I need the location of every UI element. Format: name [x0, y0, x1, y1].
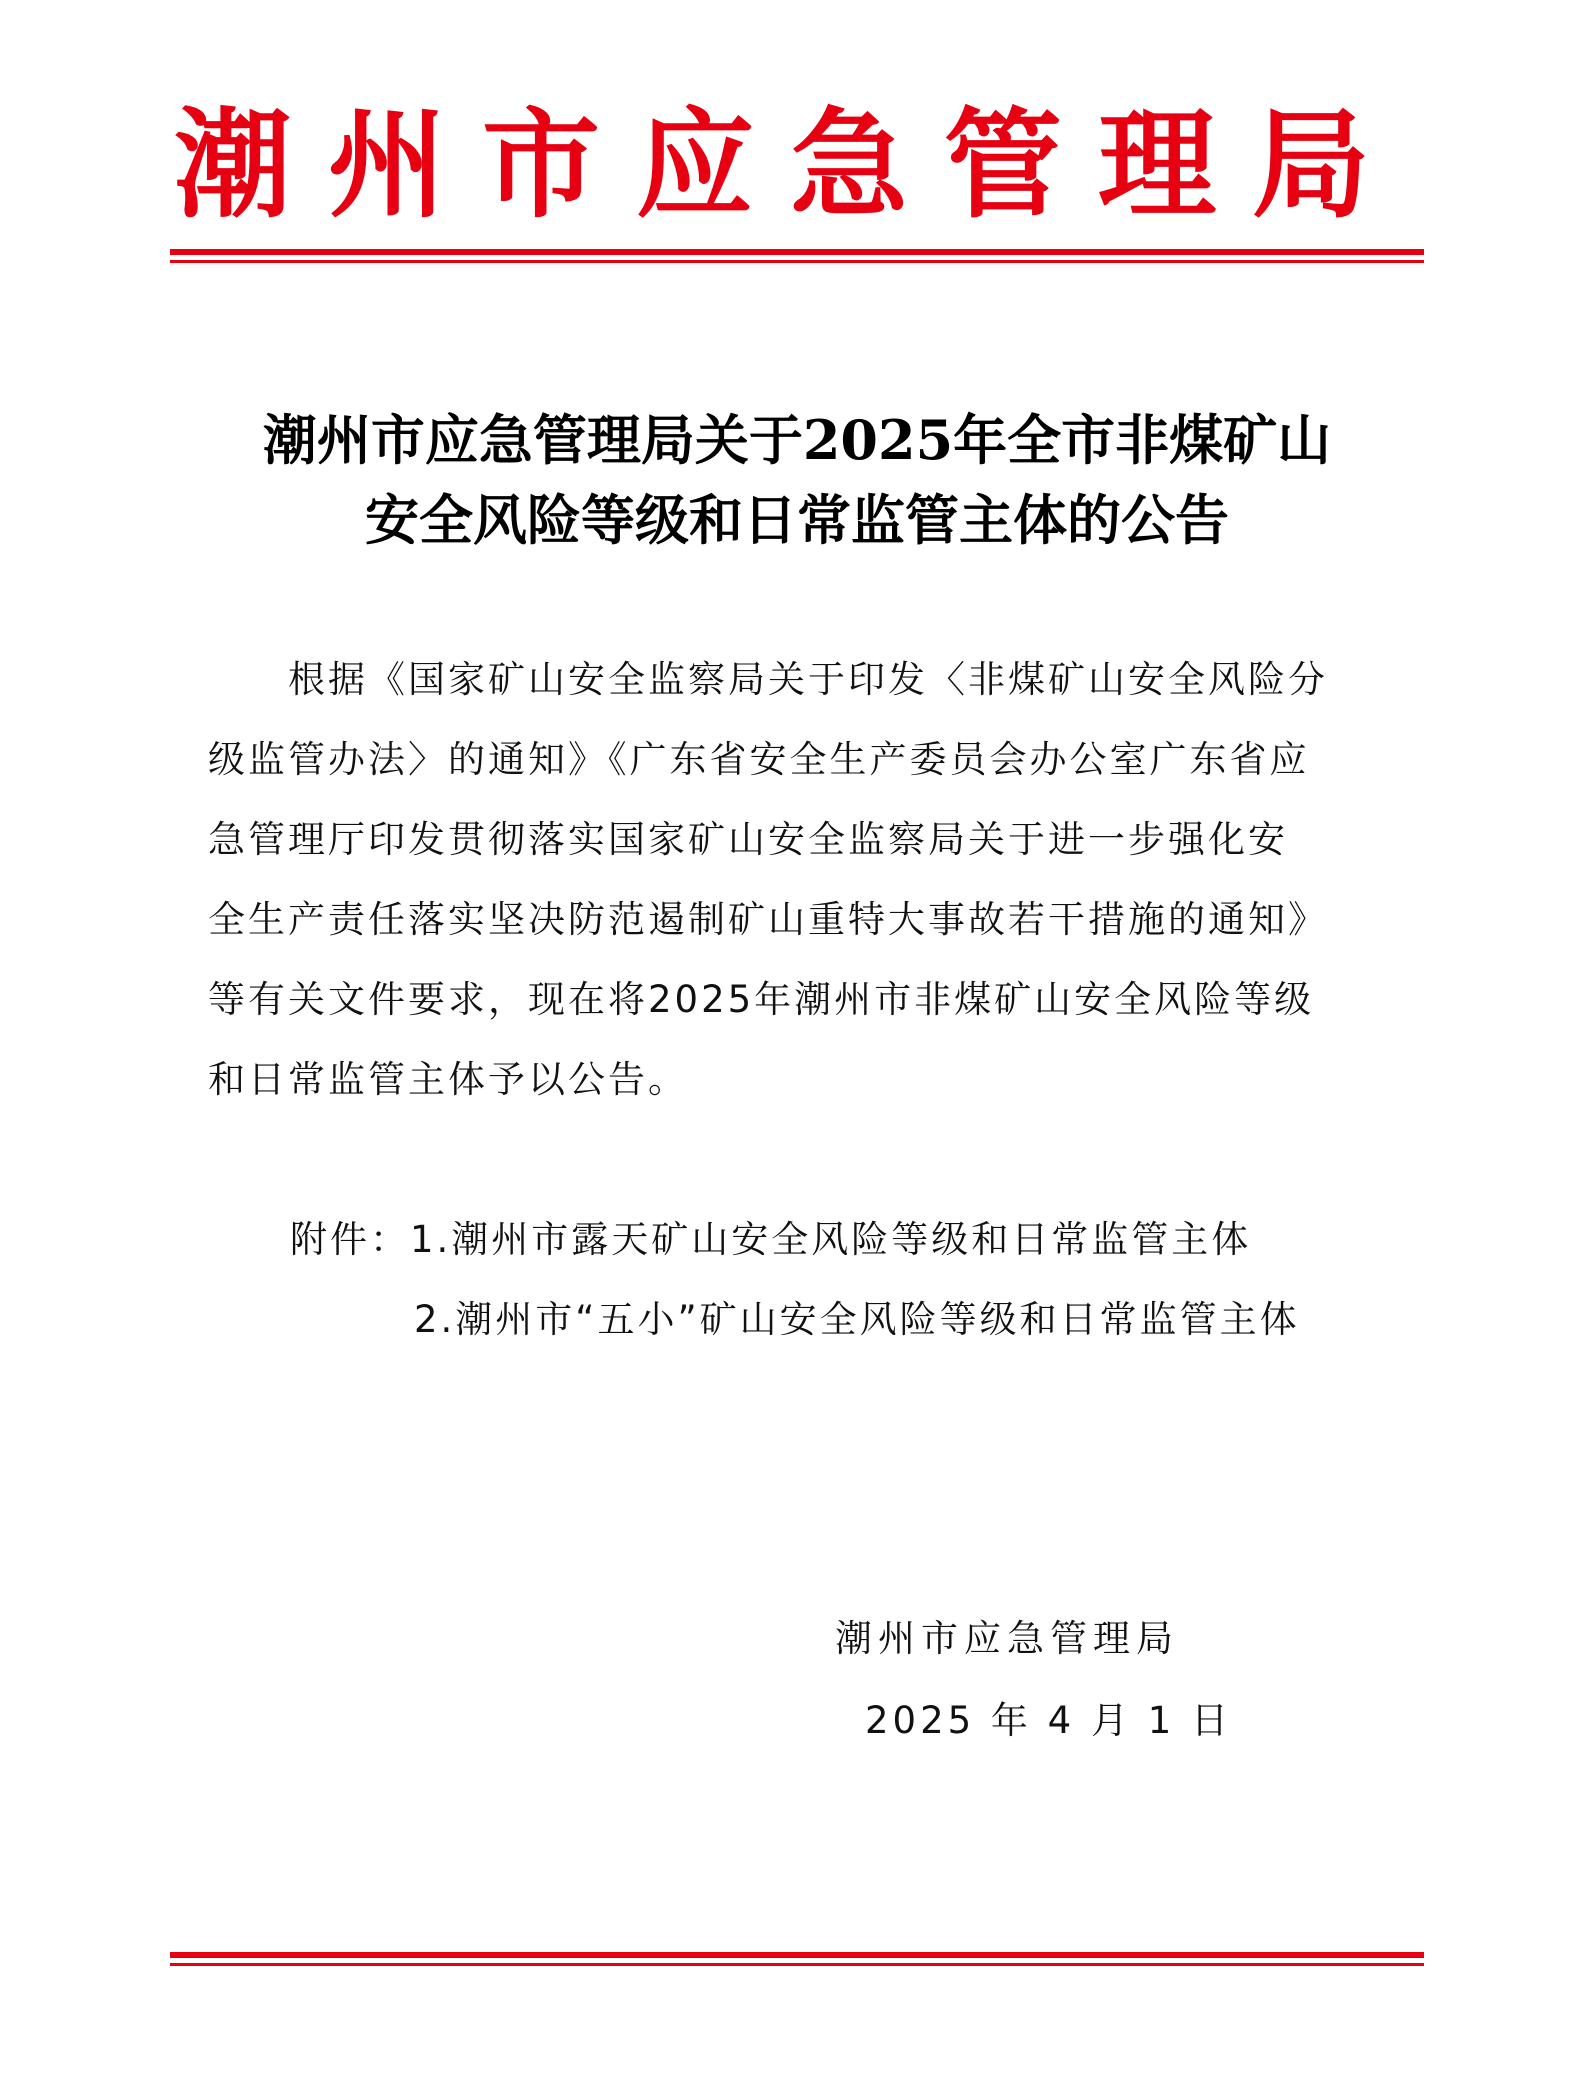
body-line: 全生产责任落实坚决防范遏制矿山重特大事故若干措施的通知》: [208, 898, 1328, 941]
body-line: 急管理厅印发贯彻落实国家矿山安全监察局关于进一步强化安: [208, 818, 1288, 861]
title-line-1: 潮州市应急管理局关于2025年全市非煤矿山: [262, 408, 1332, 472]
attachments-label: 附件：: [290, 1218, 410, 1261]
body-line: 等有关文件要求，现在将2025年潮州市非煤矿山安全风险等级: [208, 978, 1315, 1021]
divider-thin-line: [170, 1963, 1424, 1966]
body-line: 根据《国家矿山安全监察局关于印发〈非煤矿山安全风险分: [288, 658, 1328, 701]
attachments-list: [290, 1200, 1300, 1360]
body-paragraph: [208, 640, 1393, 1120]
attachment-item-1: 附件：1.潮州市露天矿山安全风险等级和日常监管主体: [290, 1218, 1252, 1261]
body-line: 和日常监管主体予以公告。: [208, 1058, 688, 1101]
attachment-item-2: 2.潮州市“五小”矿山安全风险等级和日常监管主体: [414, 1298, 1300, 1341]
document-title: [170, 400, 1424, 560]
masthead-divider: [170, 249, 1424, 263]
issue-date: 2025 年 4 月 1 日: [865, 1699, 1233, 1742]
masthead-title: 潮州市应急管理局: [173, 95, 1406, 234]
title-line-2: 安全风险等级和日常监管主体的公告: [365, 488, 1229, 552]
divider-thin-line: [170, 260, 1424, 263]
body-line: 级监管办法〉的通知》《广东省安全生产委员会办公室广东省应: [208, 738, 1310, 781]
footer-divider: [170, 1952, 1424, 1966]
issuer-name: 潮州市应急管理局: [835, 1617, 1179, 1660]
signature-block: [835, 1598, 1232, 1762]
